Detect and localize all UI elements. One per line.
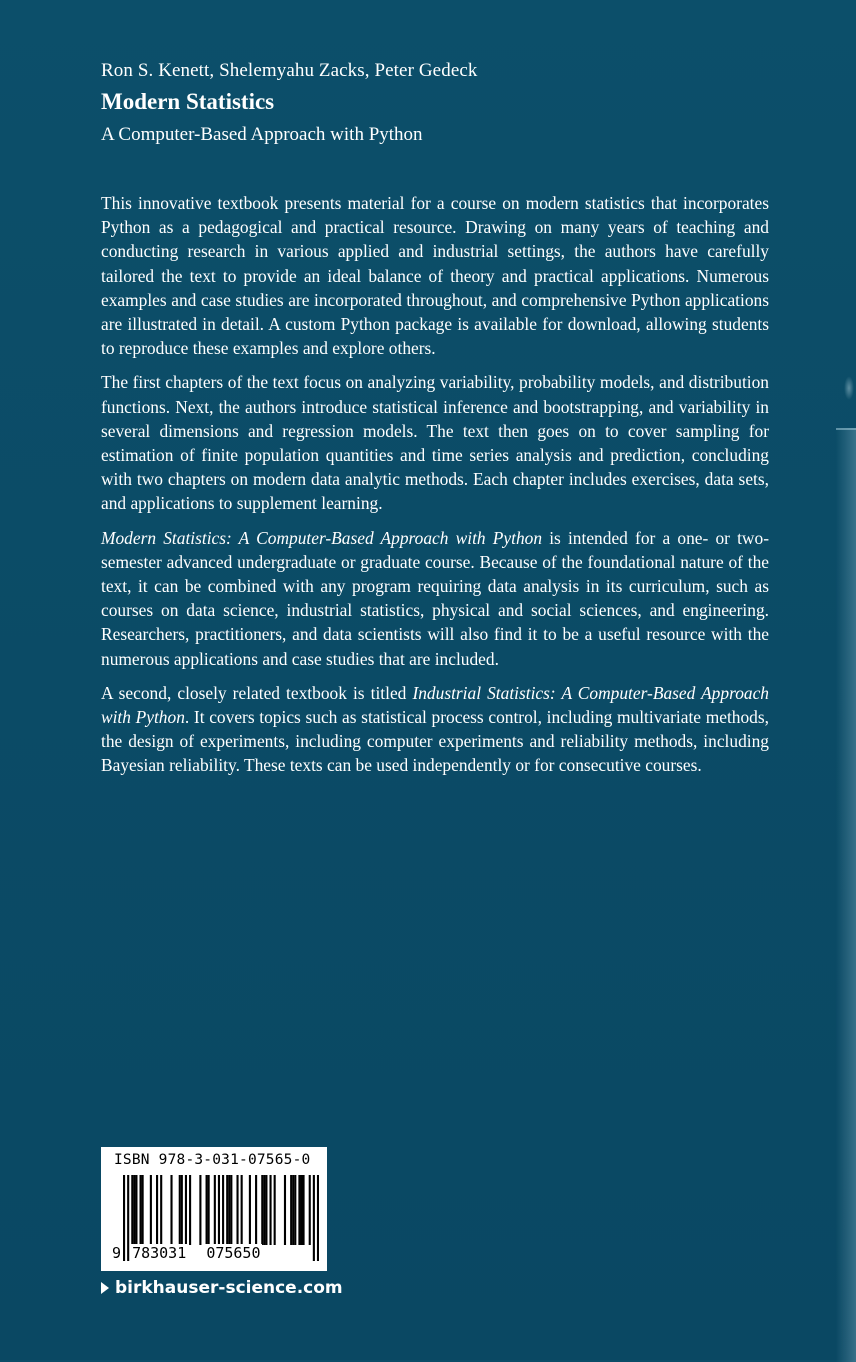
isbn-barcode xyxy=(101,1147,327,1271)
play-arrow-icon xyxy=(101,1282,109,1294)
ean-right-group: 075650 xyxy=(206,1244,261,1262)
barcode-bar xyxy=(208,1175,210,1245)
barcode-bar xyxy=(317,1175,319,1261)
description-paragraph-1: This innovative textbook presents material for a course on modern statistics that incorporates Python as a pedagogical and practical resource. Drawing on many years of teaching and conducting research in various applied and industrial settings, the authors have carefully tailored the text to provide an ideal balance of theory and practical applications. Numerous examples and case studies are incorporated throughout, and comprehensive Python applications are illustrated in detail. A custom Python package is available for download, allowing students to reproduce these examples and explore others. xyxy=(101,193,769,359)
book-spine-edge xyxy=(836,428,856,1362)
website-url: birkhauser-science.com xyxy=(115,1278,343,1298)
barcode-bar xyxy=(181,1175,183,1245)
description-paragraph-3 xyxy=(101,526,769,671)
barcode-bar xyxy=(249,1175,251,1245)
barcode-bar xyxy=(274,1175,276,1245)
barcode-bar xyxy=(284,1175,286,1245)
paragraph-3-text: is intended for a one- or two-semester advanced undergraduate or graduate course. Because of the foundational nature of the text, it can be combined with any program requiring data analysis in its curriculum, such as courses on data science, industrial statistics, physical and social sciences, and engineering. Researchers, practitioners, and data scientists will also find it to be a useful resource with the numerous applications and case studies that are included. xyxy=(101,527,769,669)
barcode-bar xyxy=(255,1175,257,1245)
barcode-bar xyxy=(236,1175,238,1245)
paragraph-4-text: . It covers topics such as statistical process control, including multivariate methods, the design of experiments, including computer experiments and reliability methods, including Bayesian reliability. These texts can be used independently or for consecutive courses. xyxy=(101,707,769,776)
barcode-bar xyxy=(269,1175,271,1245)
barcode-bar xyxy=(265,1175,267,1245)
barcode-bar xyxy=(298,1175,300,1245)
ean-digits xyxy=(111,1244,262,1262)
barcode-bar xyxy=(156,1175,158,1245)
barcode-bar xyxy=(140,1175,142,1245)
barcode-bar xyxy=(300,1175,302,1245)
description-paragraph-2: The first chapters of the text focus on analyzing variability, probability models, and distribution functions. Next, the authors introduce statistical inference and bootstrapping, and variability in several dimensions and regression models. The text then goes on to cover sampling for estimation of finite population quantities and time series analysis and prediction, concluding with two chapters on modern data analytic methods. Each chapter includes exercises, data sets, and applications to supplement learning. xyxy=(101,372,769,514)
barcode-bar xyxy=(290,1175,292,1245)
barcode-bar xyxy=(170,1175,172,1245)
barcode-bar xyxy=(142,1175,144,1245)
barcode-bar xyxy=(189,1175,191,1245)
book-authors: Ron S. Kenett, Shelemyahu Zacks, Peter Gedeck xyxy=(101,60,478,81)
related-book-title: Industrial Statistics: A Computer-Based Approach with Python xyxy=(101,682,770,728)
book-description xyxy=(101,191,769,788)
barcode-bar xyxy=(131,1175,133,1245)
barcode-bar xyxy=(160,1175,162,1245)
book-title: Modern Statistics xyxy=(101,89,275,114)
book-title-italic: Modern Statistics: A Computer-Based Approach with Python xyxy=(101,527,543,548)
barcode-bar xyxy=(206,1175,208,1245)
barcode-bar xyxy=(150,1175,152,1245)
barcode-bar xyxy=(214,1175,216,1245)
barcode-bar xyxy=(133,1175,135,1245)
book-subtitle: A Computer-Based Approach with Python xyxy=(101,124,423,145)
barcode-bar xyxy=(263,1175,265,1245)
paragraph-4-intro: A second, closely related textbook is titled xyxy=(101,682,413,703)
barcode-bar xyxy=(226,1175,228,1245)
barcode-bar xyxy=(199,1175,201,1245)
barcode-bar xyxy=(185,1175,187,1245)
barcode-bar xyxy=(294,1175,296,1245)
barcode-bar xyxy=(230,1175,232,1245)
ean-first-digit: 9 xyxy=(112,1244,122,1262)
barcode-bar xyxy=(261,1175,263,1245)
barcode-bar xyxy=(302,1175,304,1245)
barcode-bar xyxy=(179,1175,181,1245)
description-paragraph-4 xyxy=(101,681,769,778)
barcode-bar xyxy=(313,1175,315,1261)
barcode-bar xyxy=(241,1175,243,1245)
barcode-bar xyxy=(135,1175,137,1245)
barcode-bar xyxy=(309,1175,311,1245)
publisher-website xyxy=(101,1278,343,1298)
ean-left-group: 783031 xyxy=(132,1244,187,1262)
spine-highlight xyxy=(844,376,854,400)
isbn-label: ISBN 978-3-031-07565-0 xyxy=(114,1152,311,1168)
barcode-bar xyxy=(228,1175,230,1245)
barcode-bar xyxy=(292,1175,294,1245)
